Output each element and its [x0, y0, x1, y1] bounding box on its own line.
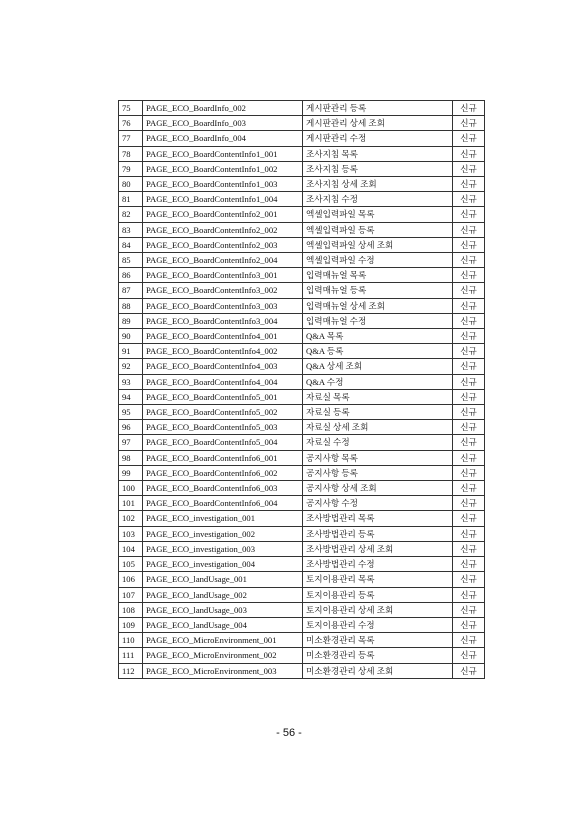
page-name-cell: 게시판관리 등록	[303, 101, 453, 116]
table-row	[119, 389, 485, 404]
row-number-cell: 84	[119, 237, 143, 252]
page-id-cell: PAGE_ECO_landUsage_002	[143, 587, 303, 602]
page-id-cell: PAGE_ECO_BoardContentInfo3_004	[143, 313, 303, 328]
page-name-cell: 조사방법관리 등록	[303, 526, 453, 541]
page-id-cell: PAGE_ECO_BoardContentInfo2_001	[143, 207, 303, 222]
table-row	[119, 481, 485, 496]
status-cell: 신규	[453, 222, 485, 237]
status-cell: 신규	[453, 344, 485, 359]
page-id-cell: PAGE_ECO_BoardContentInfo4_003	[143, 359, 303, 374]
row-number-cell: 83	[119, 222, 143, 237]
page-id-cell: PAGE_ECO_MicroEnvironment_002	[143, 648, 303, 663]
status-cell: 신규	[453, 572, 485, 587]
status-cell: 신규	[453, 465, 485, 480]
row-number-cell: 111	[119, 648, 143, 663]
status-cell: 신규	[453, 420, 485, 435]
status-cell: 신규	[453, 161, 485, 176]
page-id-cell: PAGE_ECO_BoardContentInfo2_003	[143, 237, 303, 252]
status-cell: 신규	[453, 313, 485, 328]
row-number-cell: 88	[119, 298, 143, 313]
table-row	[119, 192, 485, 207]
row-number-cell: 76	[119, 116, 143, 131]
row-number-cell: 75	[119, 101, 143, 116]
page-name-cell: 토지이용관리 상세 조회	[303, 602, 453, 617]
row-number-cell: 109	[119, 617, 143, 632]
page-id-cell: PAGE_ECO_BoardInfo_004	[143, 131, 303, 146]
page-id-cell: PAGE_ECO_investigation_004	[143, 557, 303, 572]
status-cell: 신규	[453, 435, 485, 450]
status-cell: 신규	[453, 389, 485, 404]
table-row	[119, 526, 485, 541]
status-cell: 신규	[453, 648, 485, 663]
row-number-cell: 107	[119, 587, 143, 602]
page-id-cell: PAGE_ECO_BoardInfo_003	[143, 116, 303, 131]
page-id-cell: PAGE_ECO_investigation_002	[143, 526, 303, 541]
status-cell: 신규	[453, 177, 485, 192]
page-id-cell: PAGE_ECO_BoardContentInfo6_001	[143, 450, 303, 465]
table-row	[119, 602, 485, 617]
page-name-cell: Q&A 상세 조회	[303, 359, 453, 374]
table-row	[119, 572, 485, 587]
page-name-cell: 자료실 등록	[303, 405, 453, 420]
page-name-cell: Q&A 목록	[303, 329, 453, 344]
page-name-cell: 자료실 수정	[303, 435, 453, 450]
status-cell: 신규	[453, 602, 485, 617]
status-cell: 신규	[453, 541, 485, 556]
table-row	[119, 161, 485, 176]
row-number-cell: 98	[119, 450, 143, 465]
page-id-cell: PAGE_ECO_BoardContentInfo3_001	[143, 268, 303, 283]
status-cell: 신규	[453, 116, 485, 131]
status-cell: 신규	[453, 511, 485, 526]
table-row	[119, 237, 485, 252]
status-cell: 신규	[453, 633, 485, 648]
table-body	[119, 101, 485, 679]
status-cell: 신규	[453, 237, 485, 252]
page-id-cell: PAGE_ECO_BoardContentInfo6_004	[143, 496, 303, 511]
table-row	[119, 222, 485, 237]
page-id-cell: PAGE_ECO_investigation_001	[143, 511, 303, 526]
row-number-cell: 95	[119, 405, 143, 420]
page-name-cell: 자료실 상세 조회	[303, 420, 453, 435]
page-name-cell: Q&A 등록	[303, 344, 453, 359]
table-row	[119, 465, 485, 480]
page-name-cell: 조사방법관리 수정	[303, 557, 453, 572]
row-number-cell: 80	[119, 177, 143, 192]
table-row	[119, 101, 485, 116]
status-cell: 신규	[453, 101, 485, 116]
table-row	[119, 207, 485, 222]
status-cell: 신규	[453, 253, 485, 268]
page-id-cell: PAGE_ECO_BoardInfo_002	[143, 101, 303, 116]
page-id-cell: PAGE_ECO_BoardContentInfo4_001	[143, 329, 303, 344]
page-name-cell: 조사방법관리 목록	[303, 511, 453, 526]
page-id-cell: PAGE_ECO_BoardContentInfo5_001	[143, 389, 303, 404]
table-row	[119, 511, 485, 526]
row-number-cell: 105	[119, 557, 143, 572]
table-row	[119, 435, 485, 450]
page-name-cell: 토지이용관리 수정	[303, 617, 453, 632]
row-number-cell: 79	[119, 161, 143, 176]
status-cell: 신규	[453, 131, 485, 146]
page-id-cell: PAGE_ECO_BoardContentInfo4_004	[143, 374, 303, 389]
status-cell: 신규	[453, 526, 485, 541]
table-row	[119, 283, 485, 298]
table-row	[119, 116, 485, 131]
page-id-cell: PAGE_ECO_landUsage_004	[143, 617, 303, 632]
page-id-cell: PAGE_ECO_BoardContentInfo5_003	[143, 420, 303, 435]
table-row	[119, 344, 485, 359]
row-number-cell: 81	[119, 192, 143, 207]
status-cell: 신규	[453, 481, 485, 496]
status-cell: 신규	[453, 207, 485, 222]
page-id-cell: PAGE_ECO_MicroEnvironment_001	[143, 633, 303, 648]
status-cell: 신규	[453, 450, 485, 465]
table-row	[119, 648, 485, 663]
row-number-cell: 96	[119, 420, 143, 435]
row-number-cell: 102	[119, 511, 143, 526]
page-name-cell: 엑셀입력파일 상세 조회	[303, 237, 453, 252]
table-row	[119, 298, 485, 313]
status-cell: 신규	[453, 329, 485, 344]
page-name-cell: 입력매뉴얼 등록	[303, 283, 453, 298]
table-row	[119, 541, 485, 556]
table-row	[119, 329, 485, 344]
page-id-cell: PAGE_ECO_landUsage_001	[143, 572, 303, 587]
row-number-cell: 91	[119, 344, 143, 359]
table-row	[119, 557, 485, 572]
table-row	[119, 374, 485, 389]
row-number-cell: 85	[119, 253, 143, 268]
table-row	[119, 131, 485, 146]
row-number-cell: 112	[119, 663, 143, 678]
row-number-cell: 100	[119, 481, 143, 496]
page-name-cell: 엑셀입력파일 목록	[303, 207, 453, 222]
table-row	[119, 313, 485, 328]
page-list-table	[118, 100, 485, 679]
page-id-cell: PAGE_ECO_BoardContentInfo1_002	[143, 161, 303, 176]
row-number-cell: 106	[119, 572, 143, 587]
row-number-cell: 94	[119, 389, 143, 404]
row-number-cell: 104	[119, 541, 143, 556]
table-row	[119, 420, 485, 435]
row-number-cell: 101	[119, 496, 143, 511]
page-name-cell: 미소환경관리 상세 조회	[303, 663, 453, 678]
page-name-cell: 토지이용관리 등록	[303, 587, 453, 602]
row-number-cell: 97	[119, 435, 143, 450]
page-name-cell: 엑셀입력파일 등록	[303, 222, 453, 237]
page-name-cell: 미소환경관리 등록	[303, 648, 453, 663]
page-id-cell: PAGE_ECO_BoardContentInfo3_003	[143, 298, 303, 313]
page-name-cell: 조사지침 목록	[303, 146, 453, 161]
page-name-cell: 입력매뉴얼 수정	[303, 313, 453, 328]
page-id-cell: PAGE_ECO_landUsage_003	[143, 602, 303, 617]
table-row	[119, 663, 485, 678]
table-row	[119, 268, 485, 283]
row-number-cell: 92	[119, 359, 143, 374]
page-name-cell: 토지이용관리 목록	[303, 572, 453, 587]
status-cell: 신규	[453, 192, 485, 207]
page-id-cell: PAGE_ECO_BoardContentInfo6_002	[143, 465, 303, 480]
page-name-cell: 입력매뉴얼 목록	[303, 268, 453, 283]
status-cell: 신규	[453, 268, 485, 283]
table-row	[119, 587, 485, 602]
table-row	[119, 633, 485, 648]
row-number-cell: 103	[119, 526, 143, 541]
row-number-cell: 90	[119, 329, 143, 344]
row-number-cell: 110	[119, 633, 143, 648]
page-id-cell: PAGE_ECO_BoardContentInfo1_001	[143, 146, 303, 161]
table-row	[119, 496, 485, 511]
page-name-cell: 입력매뉴얼 상세 조회	[303, 298, 453, 313]
row-number-cell: 77	[119, 131, 143, 146]
page-id-cell: PAGE_ECO_BoardContentInfo2_004	[143, 253, 303, 268]
page-id-cell: PAGE_ECO_BoardContentInfo2_002	[143, 222, 303, 237]
page-name-cell: 엑셀입력파일 수정	[303, 253, 453, 268]
status-cell: 신규	[453, 283, 485, 298]
row-number-cell: 82	[119, 207, 143, 222]
page-name-cell: 공지사항 등록	[303, 465, 453, 480]
table-row	[119, 617, 485, 632]
row-number-cell: 108	[119, 602, 143, 617]
status-cell: 신규	[453, 557, 485, 572]
page-name-cell: 공지사항 상세 조회	[303, 481, 453, 496]
row-number-cell: 89	[119, 313, 143, 328]
page-name-cell: 자료실 목록	[303, 389, 453, 404]
status-cell: 신규	[453, 359, 485, 374]
page-id-cell: PAGE_ECO_BoardContentInfo6_003	[143, 481, 303, 496]
table-row	[119, 177, 485, 192]
table-row	[119, 405, 485, 420]
page-name-cell: Q&A 수정	[303, 374, 453, 389]
table-row	[119, 450, 485, 465]
page-id-cell: PAGE_ECO_investigation_003	[143, 541, 303, 556]
status-cell: 신규	[453, 617, 485, 632]
table-row	[119, 359, 485, 374]
page-name-cell: 공지사항 수정	[303, 496, 453, 511]
page-name-cell: 게시판관리 수정	[303, 131, 453, 146]
status-cell: 신규	[453, 496, 485, 511]
row-number-cell: 87	[119, 283, 143, 298]
row-number-cell: 99	[119, 465, 143, 480]
status-cell: 신규	[453, 298, 485, 313]
page-name-cell: 게시판관리 상세 조회	[303, 116, 453, 131]
status-cell: 신규	[453, 374, 485, 389]
page-id-cell: PAGE_ECO_MicroEnvironment_003	[143, 663, 303, 678]
status-cell: 신규	[453, 146, 485, 161]
status-cell: 신규	[453, 663, 485, 678]
status-cell: 신규	[453, 405, 485, 420]
page-id-cell: PAGE_ECO_BoardContentInfo5_004	[143, 435, 303, 450]
page-name-cell: 미소환경관리 목록	[303, 633, 453, 648]
page-id-cell: PAGE_ECO_BoardContentInfo1_004	[143, 192, 303, 207]
page-name-cell: 조사지침 상세 조회	[303, 177, 453, 192]
page-name-cell: 공지사항 목록	[303, 450, 453, 465]
status-cell: 신규	[453, 587, 485, 602]
table-row	[119, 146, 485, 161]
row-number-cell: 86	[119, 268, 143, 283]
row-number-cell: 93	[119, 374, 143, 389]
page-id-cell: PAGE_ECO_BoardContentInfo5_002	[143, 405, 303, 420]
page-id-cell: PAGE_ECO_BoardContentInfo1_003	[143, 177, 303, 192]
page-number: - 56 -	[276, 727, 302, 739]
page-id-cell: PAGE_ECO_BoardContentInfo4_002	[143, 344, 303, 359]
page-name-cell: 조사지침 수정	[303, 192, 453, 207]
page-name-cell: 조사방법관리 상세 조회	[303, 541, 453, 556]
page-name-cell: 조사지침 등록	[303, 161, 453, 176]
page-id-cell: PAGE_ECO_BoardContentInfo3_002	[143, 283, 303, 298]
table-row	[119, 253, 485, 268]
row-number-cell: 78	[119, 146, 143, 161]
